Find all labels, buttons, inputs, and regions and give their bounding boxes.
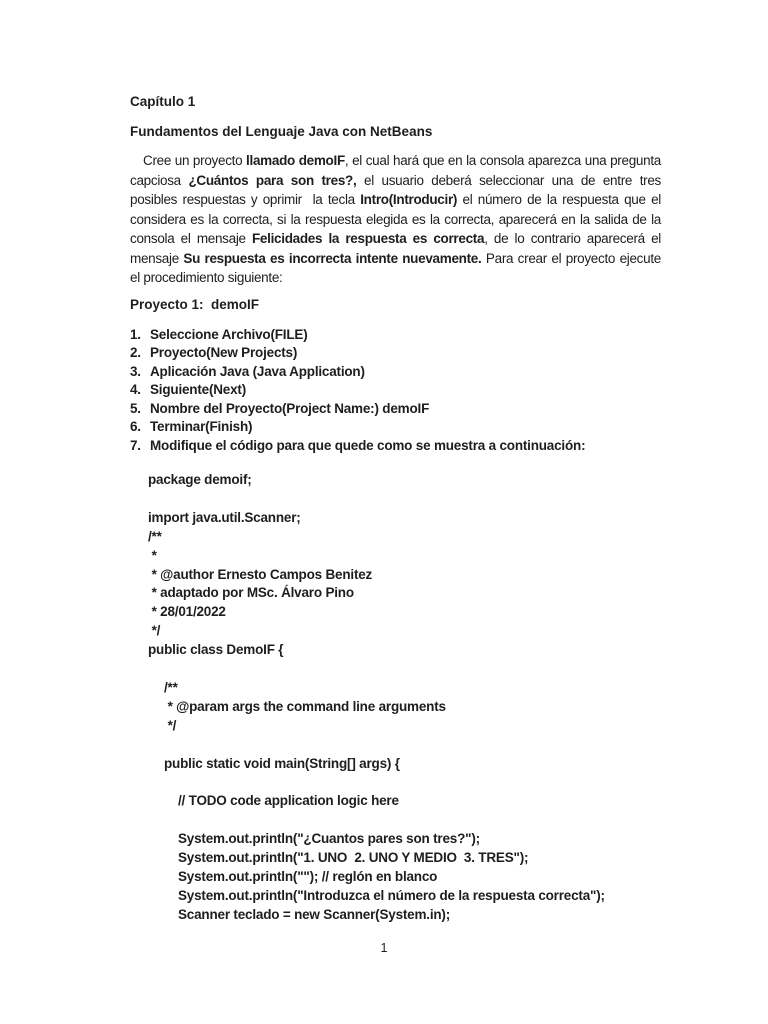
- step-number: 4.: [130, 382, 141, 397]
- code-line: package demoif;: [148, 472, 252, 487]
- body-text: , de lo contrario aparecerá el mensaje: [130, 231, 665, 266]
- step-number: 6.: [130, 419, 141, 434]
- code-block: [130, 471, 661, 925]
- code-line: */: [164, 717, 177, 733]
- step-item: [130, 400, 661, 419]
- code-line: System.out.println("¿Cuantos pares son tres?");: [178, 831, 480, 847]
- step-item: [130, 418, 661, 437]
- step-number: 3.: [130, 363, 141, 379]
- document-content: [130, 92, 665, 925]
- code-line: /**: [164, 679, 178, 695]
- code-line: [130, 773, 661, 792]
- emphasis-text: Su respuesta es incorrecta intente nuevamente.: [183, 250, 482, 266]
- code-line: [130, 660, 661, 679]
- step-text: Terminar(Finish): [150, 419, 253, 434]
- code-line: System.out.println("Introduzca el número de la respuesta correcta");: [178, 887, 605, 903]
- code-line: * adaptado por MSc. Álvaro Pino: [148, 585, 354, 601]
- emphasis-text: Intro(Introducir): [360, 192, 458, 207]
- step-number: 2.: [130, 345, 141, 360]
- step-item: [130, 381, 661, 400]
- code-line: * @author Ernesto Campos Benitez: [148, 566, 373, 582]
- code-line: import java.util.Scanner;: [148, 509, 301, 525]
- step-text: Modifique el código para que quede como se muestra a continuación:: [150, 437, 586, 453]
- body-text: Cree un proyecto: [143, 153, 247, 168]
- step-text: Siguiente(Next): [150, 382, 247, 397]
- chapter-heading: Capítulo 1: [130, 94, 196, 109]
- intro-paragraph: [130, 151, 665, 288]
- step-number: 1.: [130, 326, 141, 342]
- code-line: *: [148, 547, 157, 563]
- code-line: Scanner teclado = new Scanner(System.in);: [178, 906, 451, 922]
- code-line: [130, 811, 661, 830]
- code-line: /**: [148, 528, 162, 544]
- step-number: 5.: [130, 400, 141, 416]
- steps-list: [130, 326, 661, 456]
- section-heading: Fundamentos del Lenguaje Java con NetBeans: [130, 124, 433, 139]
- step-text: Aplicación Java (Java Application): [150, 363, 365, 379]
- step-item: [130, 363, 661, 382]
- code-line: public class DemoIF {: [148, 642, 284, 658]
- step-number: 7.: [130, 437, 141, 453]
- code-line: System.out.println(""); // reglón en blanco: [178, 868, 438, 884]
- code-line: public static void main(String[] args) {: [164, 755, 400, 771]
- page-number: 1: [380, 941, 388, 955]
- step-item: [130, 344, 661, 363]
- body-text: el número de la respuesta que el considera es la correcta, si la respuesta elegida es la correcta, aparecerá en la salida de la consola el mensaje: [130, 192, 665, 246]
- emphasis-text: ¿Cuántos para son tres?,: [188, 172, 357, 188]
- code-line: [130, 736, 661, 755]
- code-line: * @param args the command line arguments: [164, 698, 446, 714]
- code-line: * 28/01/2022: [148, 604, 226, 620]
- step-item: [130, 326, 661, 345]
- code-line: // TODO code application logic here: [178, 793, 399, 809]
- body-text: el usuario deberá seleccionar una de entre tres posibles respuestas y oprimir la tecla: [130, 172, 665, 207]
- step-text: Proyecto(New Projects): [150, 345, 298, 360]
- emphasis-text: llamado demoIF: [246, 153, 345, 168]
- code-line: System.out.println("1. UNO 2. UNO Y MEDIO 3. TRES");: [178, 850, 529, 866]
- body-text: Para crear el proyecto ejecute el procedimiento siguiente:: [130, 250, 665, 285]
- code-line: [130, 490, 661, 509]
- step-text: Seleccione Archivo(FILE): [150, 326, 308, 342]
- step-text: Nombre del Proyecto(Project Name:) demoIF: [150, 400, 430, 416]
- emphasis-text: Felicidades la respuesta es correcta: [251, 231, 485, 246]
- step-item: [130, 437, 661, 456]
- body-text: , el cual hará que en la consola aparezca una pregunta capciosa: [130, 153, 665, 188]
- code-line: */: [148, 623, 161, 639]
- project-heading: Proyecto 1: demoIF: [130, 296, 260, 312]
